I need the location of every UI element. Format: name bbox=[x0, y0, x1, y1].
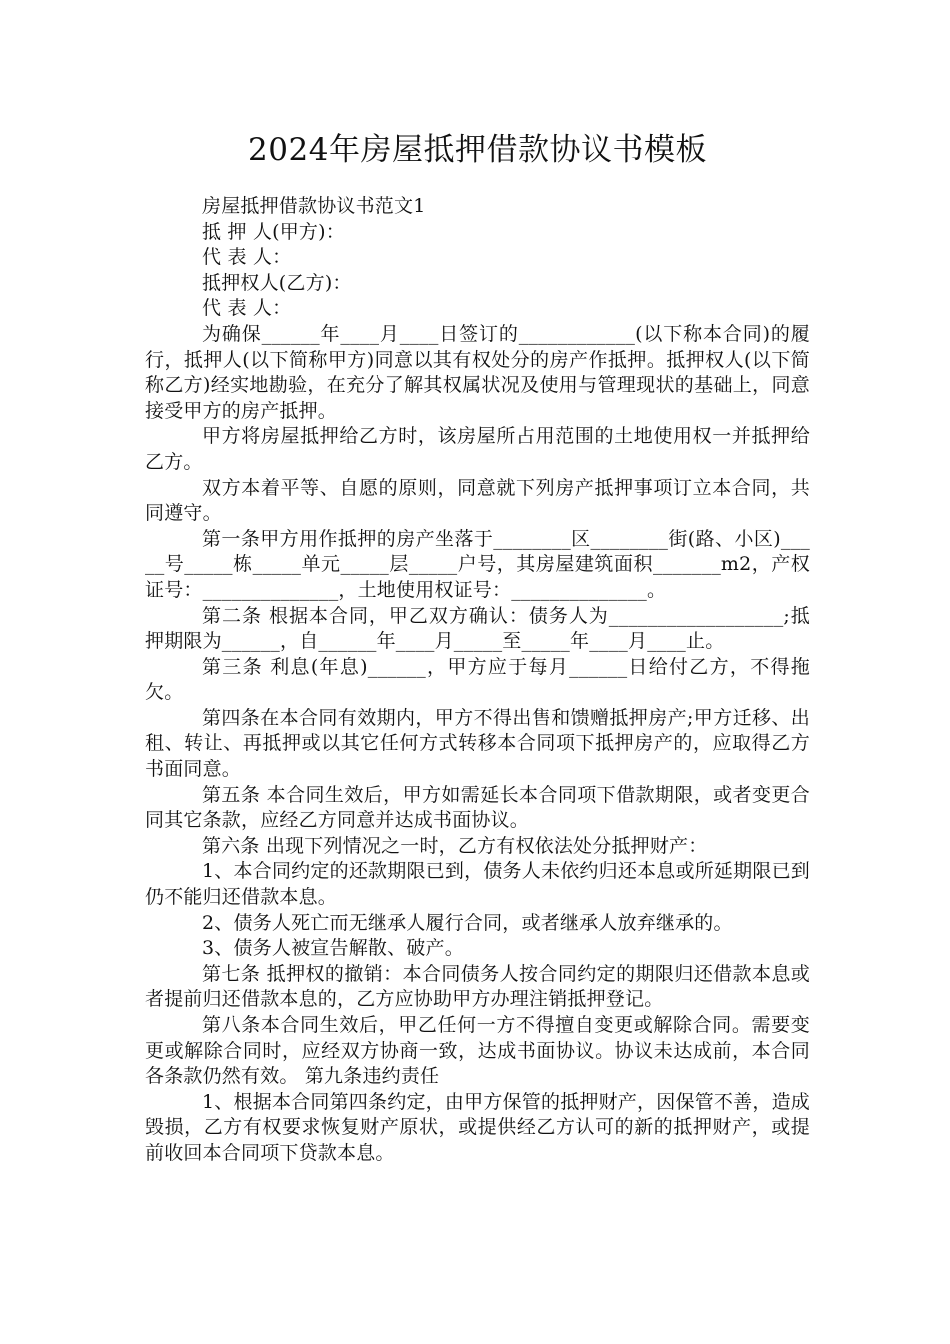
article-4: 第四条在本合同有效期内，甲方不得出售和馈赠抵押房产;甲方迁移、出租、转让、再抵押或以其它任何方式转移本合同项下抵押房产的，应取得乙方书面同意。 bbox=[145, 706, 810, 781]
article-8-9: 第八条本合同生效后，甲乙任何一方不得擅自变更或解除合同。需要变更或解除合同时，应经双方协商一致，达成书面协议。协议未达成前，本合同各条款仍然有效。 第九条违约责任 bbox=[145, 1014, 810, 1088]
representative-line-b: 代 表 人： bbox=[202, 297, 292, 320]
mortgagor-line: 抵 押 人(甲方)： bbox=[202, 220, 345, 243]
article-7: 第七条 抵押权的撤销：本合同债务人按合同约定的期限归还借款本息或者提前归还借款本息的，乙方应协助甲方办理注销抵押登记。 bbox=[145, 962, 810, 1011]
mortgagee-line: 抵押权人(乙方)： bbox=[202, 271, 352, 294]
document-body bbox=[145, 194, 810, 1167]
article-6: 第六条 出现下列情况之一时，乙方有权依法处分抵押财产： bbox=[202, 834, 708, 857]
article-9-item-1: 1、根据本合同第四条约定，由甲方保管的抵押财产，因保管不善，造成毁损，乙方有权要求恢复财产原状，或提供经乙方认可的新的抵押财产，或提前收回本合同项下贷款本息。 bbox=[145, 1090, 810, 1164]
paragraph-preamble: 为确保______年____月____日签订的____________(以下称本合同)的履行，抵押人(以下简称甲方)同意以其有权处分的房产作抵押。抵押权人(以下简称乙方)经实地勘验，在充分了解其权属状况及使用与管理现状的基础上，同意接受甲方的房产抵押。 bbox=[145, 322, 810, 422]
article-3: 第三条 利息(年息)______，甲方应于每月______日给付乙方，不得拖欠。 bbox=[145, 655, 810, 704]
section-heading: 房屋抵押借款协议书范文1 bbox=[202, 195, 426, 217]
paragraph-land-use: 甲方将房屋抵押给乙方时，该房屋所占用范围的土地使用权一并抵押给乙方。 bbox=[145, 425, 810, 473]
article-6-item-1: 1、本合同约定的还款期限已到，债务人未依约归还本息或所延期限已到仍不能归还借款本息。 bbox=[145, 860, 810, 909]
article-5: 第五条 本合同生效后，甲方如需延长本合同项下借款期限，或者变更合同其它条款，应经乙方同意并达成书面协议。 bbox=[145, 783, 810, 832]
document-title: 2024年房屋抵押借款协议书模板 bbox=[248, 132, 707, 168]
representative-line-a: 代 表 人： bbox=[202, 246, 292, 269]
article-6-item-2: 2、债务人死亡而无继承人履行合同，或者继承人放弃继承的。 bbox=[202, 911, 733, 934]
article-2: 第二条 根据本合同，甲乙双方确认：债务人为__________________;抵押期限为______，自______年____月_____至_____年____月____止。 bbox=[145, 604, 810, 653]
paragraph-principle: 双方本着平等、自愿的原则，同意就下列房产抵押事项订立本合同，共同遵守。 bbox=[145, 476, 810, 525]
article-1: 第一条甲方用作抵押的房产坐落于________区________街(路、小区)_____号_____栋_____单元_____层_____户号，其房屋建筑面积_______m2，产权证号：______________，土地使用权证号：______________。 bbox=[145, 527, 810, 601]
article-6-item-3: 3、债务人被宣告解散、破产。 bbox=[202, 937, 464, 960]
